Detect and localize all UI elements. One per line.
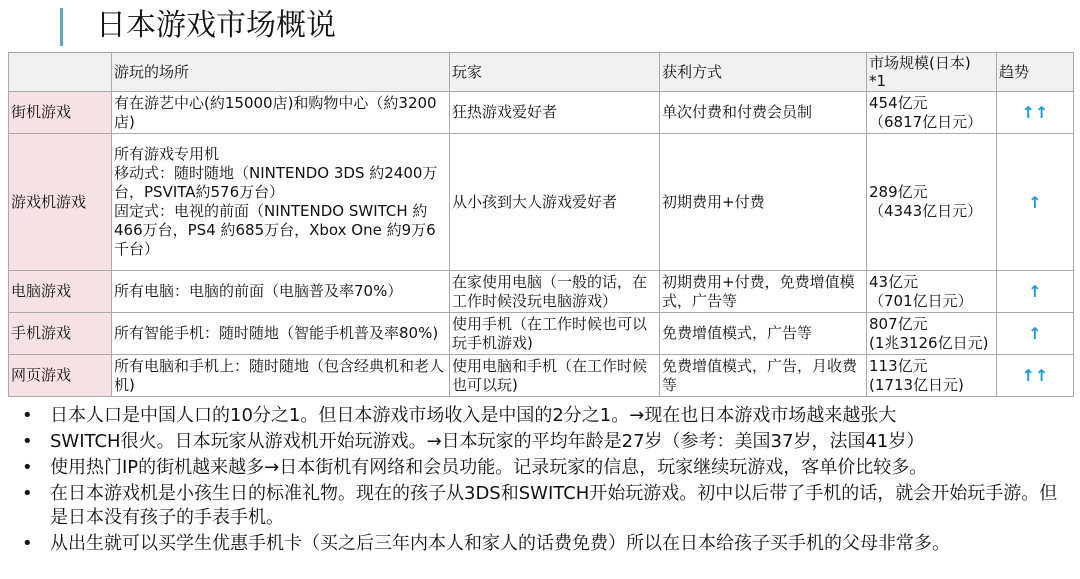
market-size-sub: （701亿日元） <box>869 291 973 310</box>
row-category: 电脑游戏 <box>9 271 112 313</box>
row-place: 所有电脑和手机上：随时随地（包含经典机和老人机) <box>112 355 450 397</box>
row-trend: ↑↑ <box>997 92 1074 134</box>
list-item <box>18 482 1073 530</box>
row-place: 所有游戏专用机 移动式：随时随地（NINTENDO 3DS 約2400万台，PSVITA約576万台） 固定式：电视的前面（NINTENDO SWITCH 約466万台，PS4 約685万台，Xbox One 約9万6千台） <box>112 134 450 271</box>
row-trend: ↑ <box>997 271 1074 313</box>
market-size-sub: （6817亿日元） <box>869 112 983 131</box>
header-trend: 趋势 <box>997 53 1074 92</box>
row-players: 使用手机（在工作时候也可以玩手机游戏) <box>450 313 660 355</box>
header-players: 玩家 <box>450 53 660 92</box>
header-corner <box>9 53 112 92</box>
row-category: 网页游戏 <box>9 355 112 397</box>
row-market-size <box>867 313 997 355</box>
header-revenue: 获利方式 <box>660 53 867 92</box>
list-item <box>18 430 1073 454</box>
bullet-icon: • <box>22 405 33 426</box>
title-accent-bar <box>60 8 63 46</box>
header-market-size: 市场规模(日本) *1 <box>867 53 997 92</box>
list-item <box>18 532 1073 556</box>
header-place: 游玩的场所 <box>112 53 450 92</box>
market-size-sub: （4343亿日元） <box>869 202 983 220</box>
row-trend: ↑↑ <box>997 355 1074 397</box>
row-market-size <box>867 92 997 134</box>
row-market-size <box>867 355 997 397</box>
bullet-icon: • <box>22 457 33 478</box>
row-category: 街机游戏 <box>9 92 112 134</box>
row-revenue: 免费增值模式，广告，月收费等 <box>660 355 867 397</box>
note-text: 在日本游戏机是小孩生日的标准礼物。现在的孩子从3DS和SWITCH开始玩游戏。初中以后带了手机的话，就会开始玩手游。但是日本没有孩子的手表手机。 <box>50 483 1058 528</box>
market-size-sub: (1713亿日元) <box>869 375 964 394</box>
row-place: 有在游艺中心(約15000店)和购物中心（約3200店) <box>112 92 450 134</box>
row-category: 手机游戏 <box>9 313 112 355</box>
table-row <box>9 92 1074 134</box>
row-trend: ↑ <box>997 134 1074 271</box>
table-header-row <box>9 53 1074 92</box>
note-text: 从出生就可以买学生优惠手机卡（买之后三年内本人和家人的话费免费）所以在日本给孩子买手机的父母非常多。 <box>50 533 950 554</box>
market-size-sub: (1兆3126亿日元) <box>869 333 989 352</box>
note-text: SWITCH很火。日本玩家从游戏机开始玩游戏。→日本玩家的平均年龄是27岁（参考：美国37岁，法国41岁） <box>50 431 925 452</box>
row-category: 游戏机游戏 <box>9 134 112 271</box>
market-table <box>8 52 1074 397</box>
note-text: 日本人口是中国人口的10分之1。但日本游戏市场收入是中国的2分之1。→现在也日本游戏市场越来越张大 <box>50 405 897 426</box>
row-place: 所有智能手机：随时随地（智能手机普及率80%) <box>112 313 450 355</box>
row-revenue: 初期费用+付费 <box>660 134 867 271</box>
notes-list <box>18 404 1073 558</box>
table-row <box>9 355 1074 397</box>
row-market-size <box>867 271 997 313</box>
market-size-main: 289亿元 <box>869 183 928 201</box>
row-trend: ↑ <box>997 313 1074 355</box>
table-row <box>9 271 1074 313</box>
row-revenue: 初期费用+付费，免费增值模式，广告等 <box>660 271 867 313</box>
row-players: 在家使用电脑（一般的话，在工作时候没玩电脑游戏） <box>450 271 660 313</box>
list-item <box>18 404 1073 428</box>
page-title: 日本游戏市场概说 <box>96 8 336 43</box>
row-players: 狂热游戏爱好者 <box>450 92 660 134</box>
row-players: 使用电脑和手机（在工作时候也可以玩) <box>450 355 660 397</box>
row-place: 所有电脑：电脑的前面（电脑普及率70%） <box>112 271 450 313</box>
note-text: 使用热门IP的街机越来越多→日本街机有网络和会员功能。记录玩家的信息，玩家继续玩游戏，客单价比较多。 <box>50 457 928 478</box>
market-size-main: 807亿元 <box>869 314 928 333</box>
row-market-size <box>867 134 997 271</box>
list-item <box>18 456 1073 480</box>
bullet-icon: • <box>22 483 33 504</box>
row-players: 从小孩到大人游戏爱好者 <box>450 134 660 271</box>
row-revenue: 单次付费和付费会员制 <box>660 92 867 134</box>
bullet-icon: • <box>22 533 33 554</box>
row-revenue: 免费增值模式，广告等 <box>660 313 867 355</box>
market-size-main: 43亿元 <box>869 272 919 291</box>
bullet-icon: • <box>22 431 33 452</box>
market-size-main: 454亿元 <box>869 93 928 112</box>
market-size-main: 113亿元 <box>869 356 928 375</box>
table-row <box>9 313 1074 355</box>
table-row <box>9 134 1074 271</box>
